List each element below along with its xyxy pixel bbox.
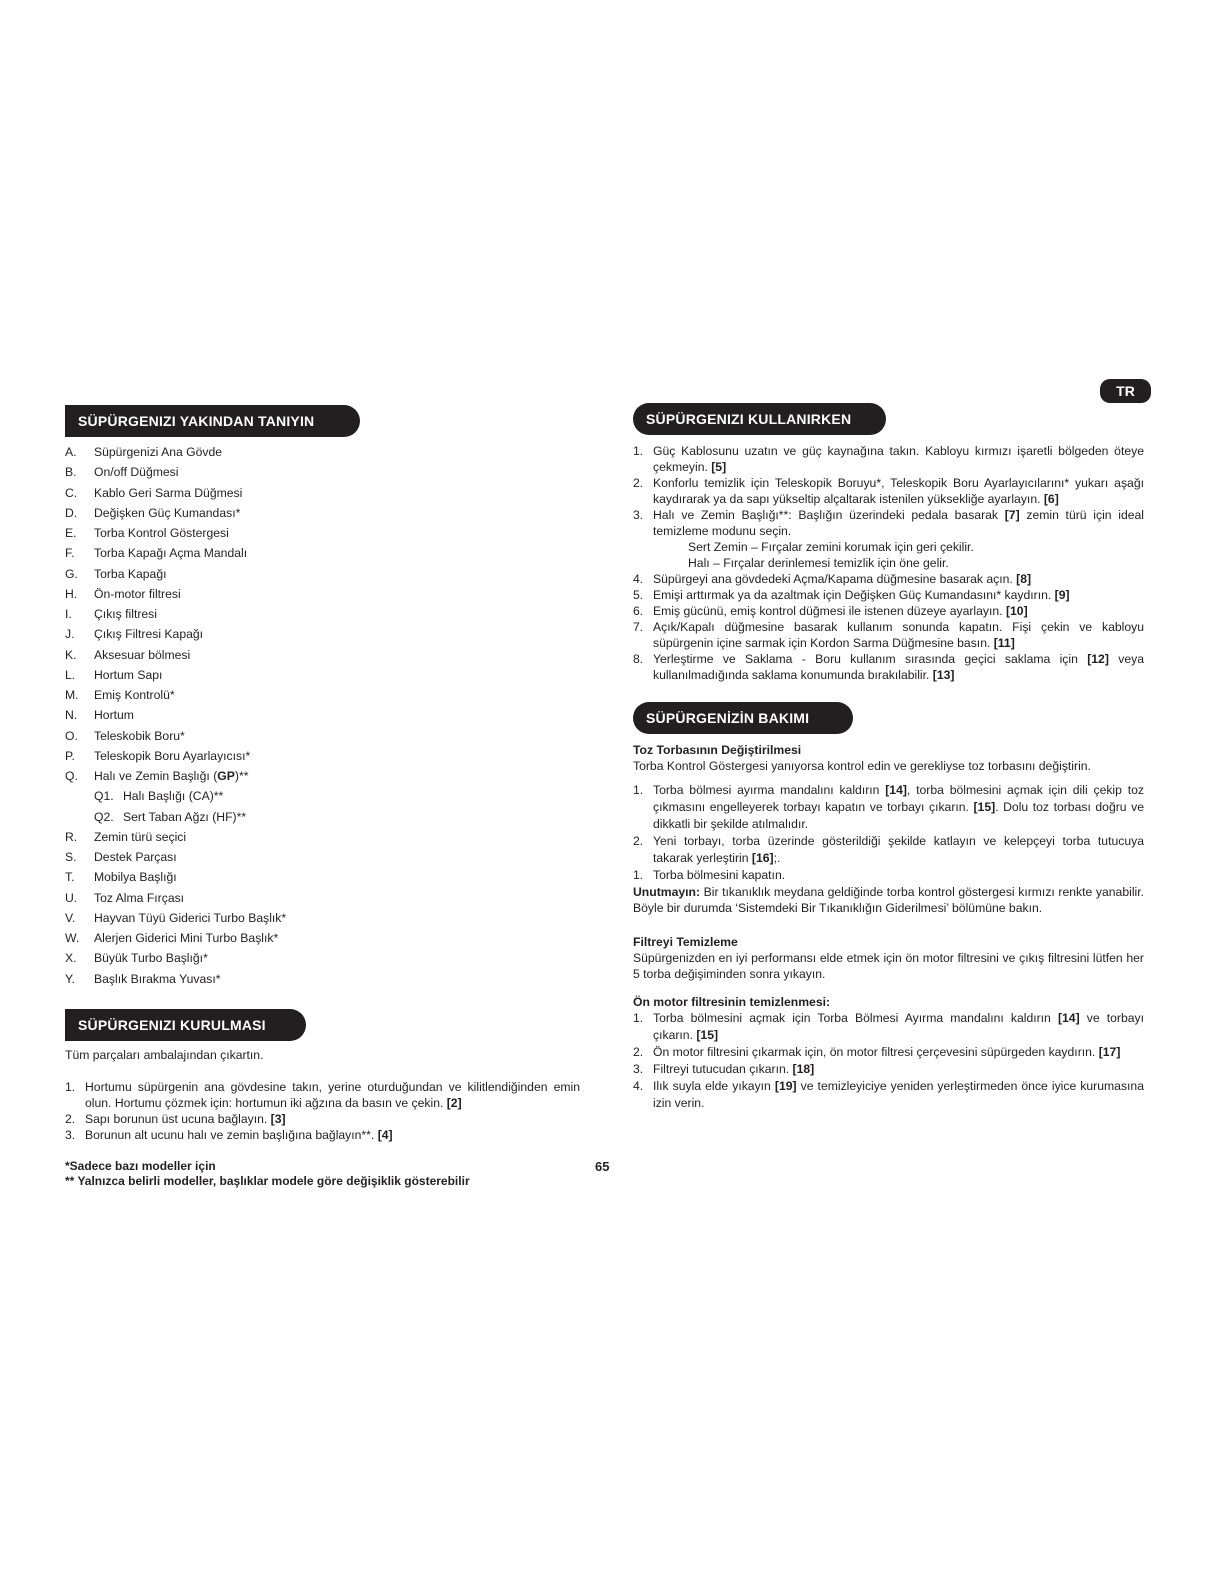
part-key: C. <box>65 485 78 500</box>
step-reference: [17] <box>1098 1045 1121 1059</box>
step-text: Yeni torbayı, torba üzerinde gösterildiği şekilde katlayın ve kelepçeyi torba tutucuya takarak yerleştirin <box>653 834 1144 865</box>
step-reference: [15] <box>696 1028 719 1042</box>
step-number: 2. <box>633 1045 644 1059</box>
assembly-step <box>65 1127 580 1143</box>
step-reference: [3] <box>270 1111 286 1126</box>
step-number: 1. <box>633 868 644 882</box>
filter-step <box>633 1010 1144 1044</box>
step-text: Süpürgeyi ana gövdedeki Açma/Kapama düğmesine basarak açın. <box>653 572 1017 586</box>
step-reference: [16] <box>751 851 774 865</box>
usage-steps <box>633 443 1144 683</box>
parts-list-item <box>65 849 580 869</box>
step-number: 7. <box>633 620 644 634</box>
part-name <box>94 768 248 784</box>
step-reference: [7] <box>1004 508 1020 522</box>
parts-list-item <box>65 930 580 950</box>
step-text: Hortumu süpürgenin ana gövdesine takın, yerine oturduğundan ve kilitlendiğinden emin olun. Hortumu çözmek için: hortumun iki ağzına da basın ve çekin. <box>85 1079 580 1110</box>
part-name: Toz Alma Fırçası <box>94 890 185 905</box>
step-number: 3. <box>633 508 644 522</box>
parts-list-item <box>65 748 580 768</box>
part-name: Başlık Bırakma Yuvası* <box>94 971 221 986</box>
part-name: Çıkış Filtresi Kapağı <box>94 627 204 642</box>
filter-steps <box>633 1010 1144 1112</box>
part-key: N. <box>65 708 78 723</box>
step-text: ve temizleyiciye yeniden yerleştirmeden önce iyice kurumasına izin verin. <box>653 1079 1144 1110</box>
step-text: Torba bölmesini kapatın. <box>653 868 786 882</box>
part-key: Q. <box>65 769 78 783</box>
part-key: K. <box>65 647 77 662</box>
step-reference: [19] <box>774 1079 797 1093</box>
step-reference: [10] <box>1005 604 1028 618</box>
dust-bag-heading: Toz Torbasının Değiştirilmesi <box>633 743 802 757</box>
step-reference: [14] <box>1057 1011 1080 1025</box>
step-text: zemin türü için ideal temizleme modunu seçin. <box>653 508 1145 538</box>
step-reference: [9] <box>1054 588 1070 602</box>
usage-step <box>633 443 1144 475</box>
part-name: Teleskobik Boru* <box>94 728 185 743</box>
step-text: ve torbayı çıkarın. <box>653 1011 1144 1042</box>
step-reference: [13] <box>932 668 955 682</box>
part-key: S. <box>65 850 77 864</box>
step-text: Borunun alt ucunu halı ve zemin başlığına bağlayın**. <box>85 1127 378 1142</box>
note-text: Bir tıkanıklık meydana geldiğinde torba kontrol göstergesi kırmızı renkte yanabilir. Böyle bir durumda ‘Sistemdeki Bir Tıkanıklığın Giderilmesi’ bölümüne bakın. <box>633 885 1144 915</box>
language-badge: TR <box>1100 379 1151 403</box>
parts-list-item <box>65 647 580 667</box>
step-reference: [2] <box>446 1095 462 1110</box>
parts-list-item <box>65 667 580 687</box>
part-key: U. <box>65 890 78 905</box>
parts-list-item <box>65 626 580 646</box>
part-name: Büyük Turbo Başlığı* <box>94 951 208 966</box>
part-name-pre: Halı ve Zemin Başlığı ( <box>94 769 218 783</box>
step-number: 1. <box>633 783 644 797</box>
step-number: 1. <box>633 444 644 458</box>
part-name: Destek Parçası <box>94 850 177 864</box>
parts-list-item <box>65 485 580 505</box>
step-text: Yerleştirme ve Saklama - Boru kullanım sırasında geçici saklama için <box>653 652 1088 666</box>
dust-bag-intro: Torba Kontrol Göstergesi yanıyorsa kontrol edin ve gerekliyse toz torbasını değiştirin. <box>633 759 1091 773</box>
parts-list-item <box>65 768 580 788</box>
part-key: R. <box>65 829 78 844</box>
hard-floor-mode-text: Sert Zemin – Fırçalar zemini korumak için geri çekilir. <box>688 540 974 554</box>
bag-step <box>633 867 1144 884</box>
assembly-intro: Tüm parçaları ambalajından çıkartın. <box>65 1047 264 1062</box>
parts-list-item <box>65 728 580 748</box>
part-key: Q2. <box>94 809 114 824</box>
parts-list-item <box>65 464 580 484</box>
step-reference: [6] <box>1043 492 1059 506</box>
part-name: Torba Kontrol Göstergesi <box>94 526 229 540</box>
part-key: M. <box>65 688 79 702</box>
step-text: Filtreyi tutucudan çıkarın. <box>653 1062 793 1076</box>
parts-list-item <box>65 525 580 545</box>
step-number: 4. <box>633 1079 644 1093</box>
parts-list-item <box>65 809 580 829</box>
carpet-mode-text: Halı – Fırçalar derinlemesi temizlik için öne gelir. <box>688 556 949 570</box>
parts-list <box>65 444 580 991</box>
step-reference: [5] <box>711 460 727 474</box>
section-title-usage: SÜPÜRGENIZI KULLANIRKEN <box>633 403 886 435</box>
part-name: Hortum Sapı <box>94 667 163 682</box>
section-title-maintenance: SÜPÜRGENİZİN BAKIMI <box>633 702 853 734</box>
part-key: J. <box>65 627 75 642</box>
part-name: Kablo Geri Sarma Düğmesi <box>94 485 243 500</box>
part-key: A. <box>65 445 77 459</box>
part-key: X. <box>65 951 77 966</box>
step-number: 2. <box>633 476 644 490</box>
part-name: Çıkış filtresi <box>94 607 157 621</box>
parts-list-item <box>65 566 580 586</box>
parts-list-item <box>65 707 580 727</box>
usage-step <box>633 507 1144 571</box>
part-name: Mobilya Başlığı <box>94 870 177 885</box>
step-text: Torba bölmesi ayırma mandalını kaldırın <box>653 783 886 797</box>
usage-step <box>633 587 1144 603</box>
step-number: 3. <box>633 1062 644 1076</box>
usage-step <box>633 619 1144 651</box>
parts-list-item <box>65 910 580 930</box>
parts-list-item <box>65 505 580 525</box>
step-number: 6. <box>633 604 644 618</box>
usage-step <box>633 475 1144 507</box>
usage-step <box>633 603 1144 619</box>
part-name: Aksesuar bölmesi <box>94 647 191 662</box>
step-text: Halı ve Zemin Başlığı**: Başlığın üzerindeki pedala basarak <box>653 508 1005 522</box>
part-key: O. <box>65 728 78 743</box>
part-key: T. <box>65 870 75 885</box>
part-name-bold: GP <box>217 769 235 783</box>
part-name: Hortum <box>94 708 134 723</box>
assembly-steps <box>65 1079 580 1143</box>
assembly-step <box>65 1079 580 1111</box>
parts-list-item <box>65 545 580 565</box>
step-number: 2. <box>633 834 644 848</box>
step-text: Sapı borunun üst ucuna bağlayın. <box>85 1111 271 1126</box>
step-number: 1. <box>633 1011 644 1025</box>
step-text: , torba bölmesini açmak için dili çekip toz çıkmasını engelleyerek torbayı kapatın ve torbayı çıkarın. <box>653 783 1144 814</box>
part-name: Değişken Güç Kumandası* <box>94 505 241 520</box>
filter-heading: Filtreyi Temizleme <box>633 935 738 949</box>
parts-list-item <box>65 687 580 707</box>
note-label: Unutmayın: <box>633 885 701 899</box>
footnotes <box>65 1159 470 1189</box>
note-paragraph <box>633 884 1144 916</box>
step-number: 5. <box>633 588 644 602</box>
step-number: 1. <box>65 1079 76 1094</box>
step-text: Konforlu temizlik için Teleskopik Boruyu*, Teleskopik Boru Ayarlayıcılarını* yukarı aşağı kaydırarak ya da sapı yükseltip alçaltarak istenilen yüksekliğe ayarlayın. <box>653 476 1144 506</box>
usage-step <box>633 651 1144 683</box>
footnote-2: ** Yalnızca belirli modeller, başlıklar modele göre değişiklik gösterebilir <box>65 1174 470 1188</box>
page-number: 65 <box>595 1159 610 1174</box>
step-text: Torba bölmesini açmak için Torba Bölmesi Ayırma mandalını kaldırın <box>653 1011 1058 1025</box>
part-key: W. <box>65 931 80 945</box>
parts-list-item <box>65 586 580 606</box>
part-name: Halı Başlığı (CA)** <box>123 789 224 804</box>
parts-list-item <box>65 890 580 910</box>
filter-step <box>633 1044 1144 1061</box>
part-name: On/off Düğmesi <box>94 465 179 480</box>
step-number: 3. <box>65 1127 76 1142</box>
part-name-post: )** <box>234 769 249 783</box>
filter-step <box>633 1078 1144 1112</box>
part-name: Teleskopik Boru Ayarlayıcısı* <box>94 748 251 763</box>
part-key: Y. <box>65 971 75 986</box>
step-text: . Dolu toz torbası doğru ve dikkatli bir şekilde atılmalıdır. <box>653 800 1144 831</box>
part-key: B. <box>65 465 77 480</box>
step-reference: [4] <box>377 1127 393 1142</box>
part-key: Q1. <box>94 789 114 804</box>
step-reference: [18] <box>792 1062 815 1076</box>
part-key: P. <box>65 748 75 763</box>
section-title-assembly: SÜPÜRGENIZI KURULMASI <box>65 1009 306 1041</box>
filter-intro: Süpürgenizden en iyi performansı elde etmek için ön motor filtresini ve çıkış filtresini lütfen her 5 torba değişiminden sonra yıkayın. <box>633 951 1144 981</box>
step-reference: [12] <box>1087 652 1109 666</box>
part-name: Hayvan Tüyü Giderici Turbo Başlık* <box>94 910 287 925</box>
step-number: 4. <box>633 572 644 586</box>
step-reference: [15] <box>973 800 996 814</box>
part-key: G. <box>65 566 78 581</box>
step-text: Emişi arttırmak ya da azaltmak için Değişken Güç Kumandasını* kaydırın. <box>653 588 1055 602</box>
part-name: Alerjen Giderici Mini Turbo Başlık* <box>94 931 279 945</box>
step-reference: [11] <box>993 636 1015 650</box>
part-key: I. <box>65 607 72 621</box>
bag-step <box>633 833 1144 867</box>
part-name: Ön-motor filtresi <box>94 586 181 601</box>
parts-list-item <box>65 829 580 849</box>
part-key: H. <box>65 586 78 601</box>
step-number: 8. <box>633 652 644 666</box>
section-title-know-your-vacuum: SÜPÜRGENIZI YAKINDAN TANIYIN <box>65 405 360 437</box>
parts-list-item <box>65 444 580 464</box>
parts-list-item <box>65 606 580 626</box>
right-column <box>633 403 1144 1112</box>
part-name: Zemin türü seçici <box>94 829 187 844</box>
step-text: veya kullanılmadığında saklama konumunda bırakılabilir. <box>653 652 1144 682</box>
step-text: ;. <box>773 851 781 865</box>
part-key: D. <box>65 505 78 520</box>
part-key: L. <box>65 667 76 682</box>
step-reference: [8] <box>1016 572 1032 586</box>
step-number: 2. <box>65 1111 76 1126</box>
step-text: Ilık suyla elde yıkayın <box>653 1079 775 1093</box>
left-column <box>65 405 580 1143</box>
parts-list-item <box>65 971 580 991</box>
parts-list-item <box>65 869 580 889</box>
part-key: E. <box>65 526 77 540</box>
step-text: Emiş gücünü, emiş kontrol düğmesi ile istenen düzeye ayarlayın. <box>653 604 1006 618</box>
step-text: Açık/Kapalı düğmesine basarak kullanım sonunda kapatın. Fişi çekin ve kabloyu süpürgenin içine sarmak için Kordon Sarma Düğmesine basın. <box>653 620 1144 650</box>
step-reference: [14] <box>885 783 907 797</box>
parts-list-item <box>65 950 580 970</box>
part-name: Süpürgenizi Ana Gövde <box>94 445 223 459</box>
part-name: Torba Kapağı <box>94 566 167 581</box>
footnote-1: *Sadece bazı modeller için <box>65 1159 216 1173</box>
prefilter-heading: Ön motor filtresinin temizlenmesi: <box>633 995 831 1009</box>
part-name: Sert Taban Ağzı (HF)** <box>123 809 247 824</box>
parts-list-item <box>65 788 580 808</box>
filter-step <box>633 1061 1144 1078</box>
bag-steps <box>633 782 1144 884</box>
bag-step <box>633 782 1144 833</box>
step-text: Güç Kablosunu uzatın ve güç kaynağına takın. Kabloyu kırmızı işaretli bölgeden öteye çekmeyin. <box>653 444 1144 474</box>
part-key: V. <box>65 910 76 925</box>
assembly-step <box>65 1111 580 1127</box>
part-name: Emiş Kontrolü* <box>94 688 175 702</box>
usage-step <box>633 571 1144 587</box>
step-text: Ön motor filtresini çıkarmak için, ön motor filtresi çerçevesini süpürgeden kaydırın. <box>653 1045 1099 1059</box>
part-key: F. <box>65 546 75 561</box>
part-name: Torba Kapağı Açma Mandalı <box>94 546 248 561</box>
